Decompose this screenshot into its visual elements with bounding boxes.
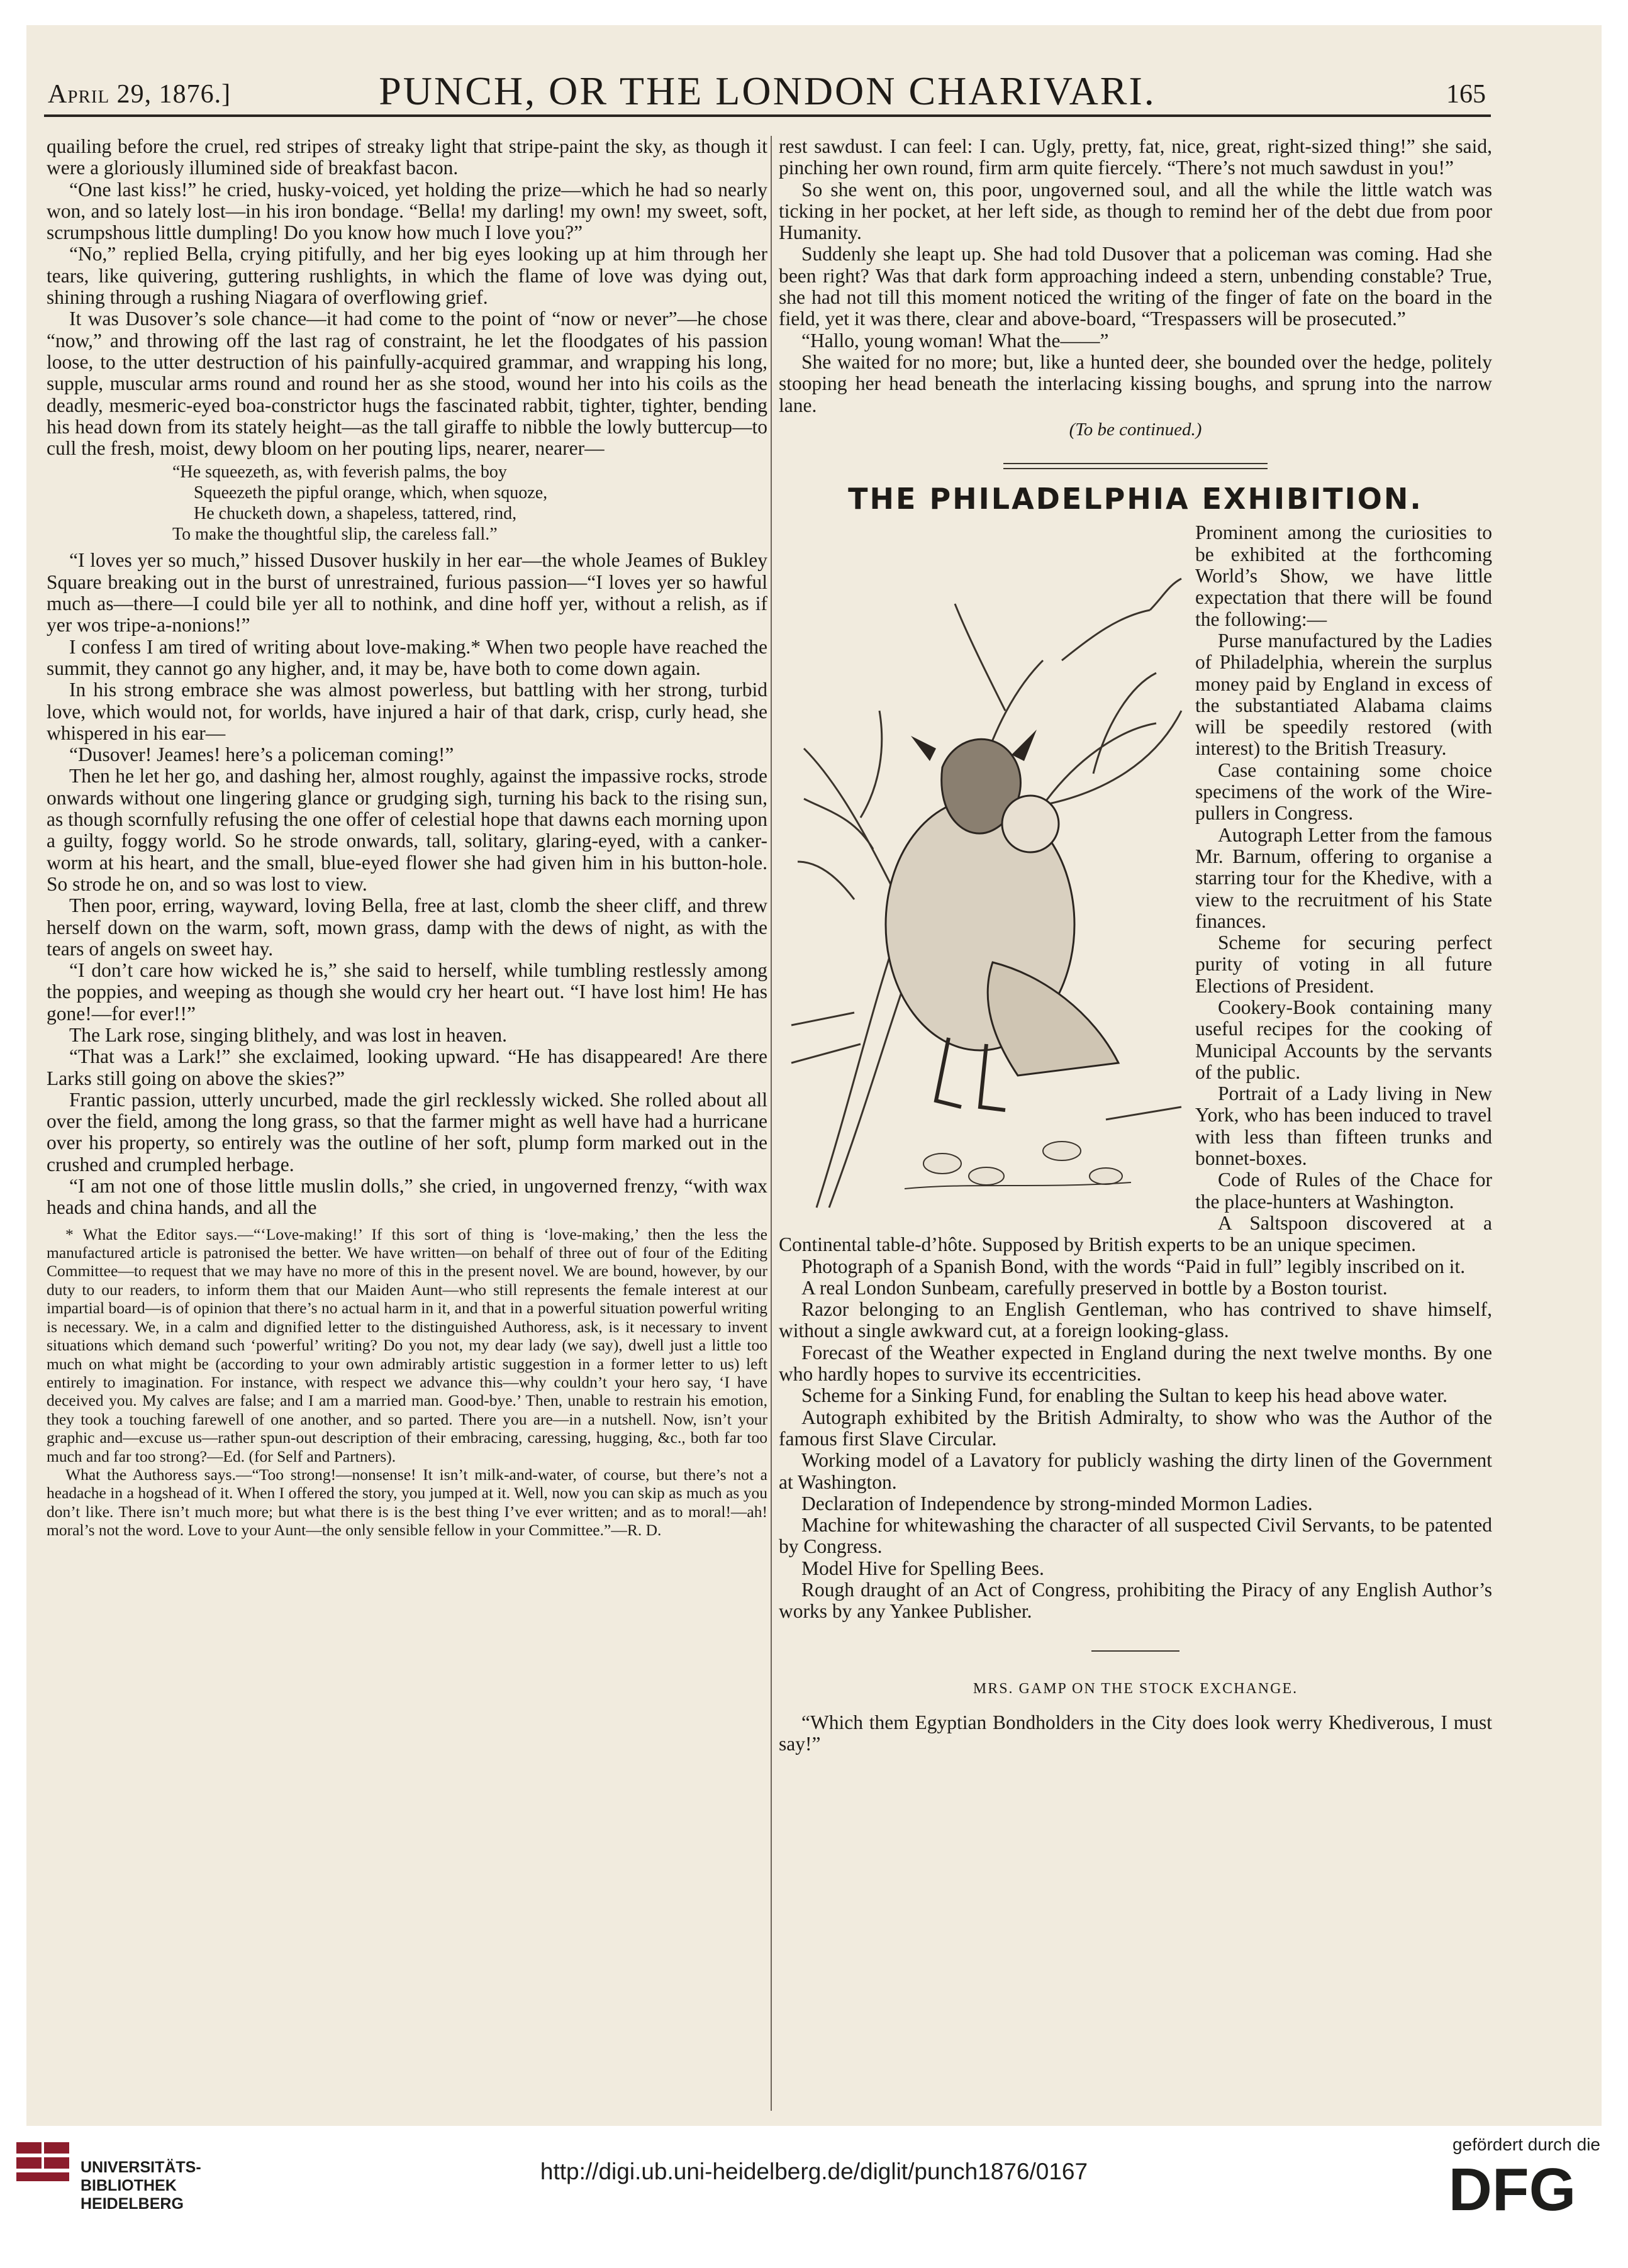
column-divider bbox=[771, 136, 772, 2111]
verse-line: Squeezeth the pipful orange, which, when squoze, bbox=[194, 483, 548, 503]
exhibition-item: A Saltspoon discovered at a Continental table-d’hôte. Supposed by British experts to be an unique specimen. bbox=[779, 1211, 1492, 1256]
exhibition-item: Declaration of Independence by strong-minded Mormon Ladies. bbox=[801, 1492, 1313, 1515]
exhibition-item: Case containing some choice specimens of the work of the Wire-pullers in Congress. bbox=[1195, 759, 1492, 825]
section-divider bbox=[1003, 468, 1268, 469]
paragraph: Then poor, erring, wayward, loving Bella, free at last, clomb the sheer cliff, and threw herself down on the warm, soft, mown grass, damp with the dews of night, as with the tears of angels on sweet hay. bbox=[47, 894, 767, 960]
exhibition-item: A real London Sunbeam, carefully preserved in bottle by a Boston tourist. bbox=[801, 1276, 1388, 1299]
footnote-paragraph: What the Authoress says.—“Too strong!—nonsense! It isn’t milk-and-water, of course, but there’s not a headache in a hogshead of it. When I offered the story, you jumped at it. Well, now you can skip as much as you don’t like. There isn’t much more; but what there is is the best thing I’ve ever written; and as to moral!—ah! moral’s not the word. Love to your Aunt—the only sensible fellow in your Committee.”—R. D. bbox=[47, 1465, 767, 1540]
verse-quote bbox=[172, 462, 767, 545]
paragraph: It was Dusover’s sole chance—it had come to the point of “now or never”—he chose “now,” and throwing off the last rag of constraint, he let the floodgates of his passion loose, to the utter destruction of his painfully-acquired grammar, and wrapping his long, supple, muscular arms round and round her as she stood, wound her into his coils as the deadly, mesmeric-eyed boa-constrictor hugs the fascinated rabbit, tighter, tighter, bending his head down from its stately height—as the tall giraffe to nibble the lowly buttercup—to cull the fresh, moist, dewy bloom on her pouting lips, nearer, nearer— bbox=[47, 308, 767, 460]
publication-title: PUNCH, OR THE LONDON CHARIVARI. bbox=[379, 69, 1156, 113]
cartoon-illustration bbox=[779, 522, 1189, 1225]
paragraph: Then he let her go, and dashing her, almost roughly, against the impassive rocks, strode onwards without one lingering glance or grudging sigh, turning his back to the rising sun, as though scornfully refusing the one offer of celestial hope that dawns each morning upon a guilty, foggy world. So he strode onwards, tall, solitary, glaring-eyed, with a canker-worm at his heart, and the small, blue-eyed flower she had given him in his button-hole. So strode he on, and so was lost to view. bbox=[47, 765, 767, 895]
footnote bbox=[47, 1225, 767, 1540]
verse-line: “He squeezeth, as, with feverish palms, the boy bbox=[172, 462, 507, 482]
paragraph: “No,” replied Bella, crying pitifully, and her big eyes looking up at him through her tears, like quivering, guttering rushlights, in which the flame of love was dying out, shining through a rushing Niagara of overflowing grief. bbox=[47, 243, 767, 309]
cartoon-drawing bbox=[779, 522, 1189, 1225]
paragraph: In his strong embrace she was almost powerless, but battling with her strong, turbid love, which would not, for worlds, have injured a hair of that dark, crisp, curly head, she whispered in his ear— bbox=[47, 679, 767, 744]
paragraph: Suddenly she leapt up. She had told Dusover that a policeman was coming. Had she been right? Was that dark form approaching indeed a stern, unbending constable? True, she had not till this moment noticed the writing of the finger of fate on the board in the field, yet it was there, clear and above-board, “Trespassers will be prosecuted.” bbox=[779, 243, 1492, 330]
masthead bbox=[44, 55, 1491, 117]
exhibition-item: Portrait of a Lady living in New York, who has been induced to travel with less than fifteen trunks and bonnet-boxes. bbox=[1195, 1082, 1492, 1170]
exhibition-item: Rough draught of an Act of Congress, prohibiting the Piracy of any English Author’s works by any Yankee Publisher. bbox=[779, 1579, 1492, 1623]
exhibition-list bbox=[779, 522, 1492, 1622]
funder-caption: gefördert durch die bbox=[1452, 2135, 1600, 2154]
to-be-continued: (To be continued.) bbox=[1069, 419, 1202, 440]
exhibition-item: Autograph exhibited by the British Admiralty, to show who was the Author of the famous first Slave Circular. bbox=[779, 1406, 1492, 1450]
paragraph: The Lark rose, singing blithely, and was lost in heaven. bbox=[69, 1023, 508, 1046]
exhibition-item: Working model of a Lavatory for publicly washing the dirty linen of the Government at Washington. bbox=[779, 1449, 1492, 1493]
exhibition-item: Cookery-Book containing many useful recipes for the cooking of Municipal Accounts by the servants of the public. bbox=[1195, 996, 1492, 1083]
article-title: MRS. GAMP ON THE STOCK EXCHANGE. bbox=[973, 1680, 1298, 1697]
exhibition-item: Autograph Letter from the famous Mr. Barnum, offering to organise a starring tour for the Khedive, with a view to the recruitment of his State finances. bbox=[1195, 823, 1492, 932]
footnote-paragraph: * What the Editor says.—“‘Love-making!’ If this sort of thing is ‘love-making,’ then the less the manufactured article is patronised the better. We have written—on behalf of three out of four of the Editing Committee—to request that we may have no more of this in the present novel. We are bound, however, by our duty to our readers, to inform them that our Maiden Aunt—who still represents the female interest at our impartial board—is of opinion that there’s no actual harm in it, and that in a powerful situation powerful writing is necessary. We, in a calm and dignified letter to the distinguished Authoress, ask, is it necessary to invent situations which demand such ‘powerful’ writing? Do you not, my dear lady (we say), dwell just a little too much on what might be (according to your own admirably artistic suggestion in a former letter to us) left entirely to imagination. For instance, with respect we advance this—why couldn’t your hero say, ‘I have deceived you. My calves are false; and I am a married man. Good-bye.’ Then, unable to restrain his emotion, they took a touching farewell of one another, and so parted. There you are—in a nutshell. Now, isn’t your graphic and—excuse us—rather spun-out description of their embracing, caressing, hugging, &c., both far too much and far too strong?—Ed. (for Self and Partners). bbox=[47, 1225, 767, 1465]
paragraph: “I don’t care how wicked he is,” she said to herself, while tumbling restlessly among the poppies, and weeping as though she would cry her heart out. “I have lost him! He has gone!—for ever!!” bbox=[47, 959, 767, 1025]
verse-line: To make the thoughtful slip, the careless fall.” bbox=[172, 525, 498, 545]
paragraph: “That was a Lark!” she exclaimed, looking upward. “He has disappeared! Are there Larks still going on above the skies?” bbox=[47, 1045, 767, 1089]
right-column bbox=[779, 136, 1492, 1755]
paragraph: “I loves yer so much,” hissed Dusover huskily in her ear—the whole Jeames of Bukley Square breaking out in the burst of unrestrained, furious passion—“I loves yer so hawful much as—there—I could bile yer all to nothink, and dine hoff yer, without a relish, as if yer wos tripe-a-nonions!” bbox=[47, 549, 767, 636]
dfg-logo bbox=[1418, 2162, 1607, 2215]
exhibition-item: Machine for whitewashing the character of all suspected Civil Servants, to be patented by Congress. bbox=[779, 1514, 1492, 1558]
permalink[interactable]: http://digi.ub.uni-heidelberg.de/diglit/punch1876/0167 bbox=[540, 2159, 1088, 2184]
exhibition-item: Purse manufactured by the Ladies of Philadelphia, wherein the surplus money paid by England in excess of the substantiated Alabama claims will be speedily restored (with interest) to the British Treasury. bbox=[1195, 629, 1492, 760]
paragraph: So she went on, this poor, ungoverned soul, and all the while the little watch was ticking in her pocket, at her left side, as though to remind her of the debt due from poor Humanity. bbox=[779, 178, 1492, 244]
exhibition-item: Forecast of the Weather expected in England during the next twelve months. By one who hardly hopes to survive its eccentricities. bbox=[779, 1341, 1492, 1386]
exhibition-item: Photograph of a Spanish Bond, with the words “Paid in full” legibly inscribed on it. bbox=[801, 1255, 1466, 1277]
verse-line: He chucketh down, a shapeless, tattered, rind, bbox=[194, 504, 517, 524]
institution-name: UNIVERSITÄTS- BIBLIOTHEK HEIDELBERG bbox=[81, 2159, 201, 2213]
section-divider bbox=[1003, 463, 1268, 464]
paragraph: Frantic passion, utterly uncurbed, made the girl recklessly wicked. She rolled about all over the field, among the long grass, so that the farmer might as well have had a hurricane over his property, so entirely was the outline of her soft, plump form marked out in the crushed and crumpled herbage. bbox=[47, 1088, 767, 1176]
section-divider bbox=[1091, 1650, 1179, 1652]
paragraph: “One last kiss!” he cried, husky-voiced, yet holding the prize—which he had so nearly won, and so lately lost—in his iron bondage. “Bella! my darling! my own! my sweet, soft, scrumpshous little dumpling! Do you know how much I love you?” bbox=[47, 178, 767, 244]
exhibition-item: Razor belonging to an English Gentleman, who has contrived to shave himself, without a single awkward cut, at a foreign looking-glass. bbox=[779, 1298, 1492, 1342]
paragraph: I confess I am tired of writing about love-making.* When two people have reached the summit, they cannot go any higher, and, it may be, have both to come down again. bbox=[47, 635, 767, 679]
exhibition-item: Model Hive for Spelling Bees. bbox=[801, 1557, 1044, 1579]
svg-text:DFG: DFG bbox=[1448, 2162, 1576, 2215]
left-column bbox=[47, 136, 767, 1540]
exhibition-item: Scheme for a Sinking Fund, for enabling the Sultan to keep his head above water. bbox=[801, 1384, 1448, 1407]
paragraph: “Hallo, young woman! What the——” bbox=[801, 329, 1109, 352]
paragraph: “Dusover! Jeames! here’s a policeman coming!” bbox=[69, 743, 454, 766]
paragraph: rest sawdust. I can feel: I can. Ugly, pretty, fat, nice, great, right-sized thing!” she said, pinching her own round, firm arm quite fiercely. “There’s not much sawdust in you!” bbox=[779, 135, 1492, 179]
issue-date: April 29, 1876.] bbox=[48, 80, 231, 109]
exhibition-item: Code of Rules of the Chace for the place-hunters at Washington. bbox=[1195, 1169, 1492, 1213]
digitization-footer bbox=[0, 2126, 1628, 2268]
paragraph: “Which them Egyptian Bondholders in the City does look werry Khediverous, I must say!” bbox=[779, 1711, 1492, 1755]
page-number: 165 bbox=[1446, 80, 1486, 109]
exhibition-item: Scheme for securing perfect purity of voting in all future Elections of President. bbox=[1195, 931, 1492, 997]
paragraph: “I am not one of those little muslin dolls,” she cried, in ungoverned frenzy, “with wax heads and china hands, and all the bbox=[47, 1175, 767, 1219]
exhibition-intro: Prominent among the curiosities to be exhibited at the forthcoming World’s Show, we have little expectation that there will be found the following:— bbox=[1195, 521, 1492, 630]
paragraph: She waited for no more; but, like a hunted deer, she bounded over the hedge, politely stooping her head beneath the interlacing kissing boughs, and sprung into the narrow lane. bbox=[779, 350, 1492, 416]
paragraph: quailing before the cruel, red stripes of streaky light that stripe-paint the sky, as though it were a gloriously illumined side of breakfast bacon. bbox=[47, 135, 767, 179]
section-title: THE PHILADELPHIA EXHIBITION. bbox=[848, 482, 1423, 516]
